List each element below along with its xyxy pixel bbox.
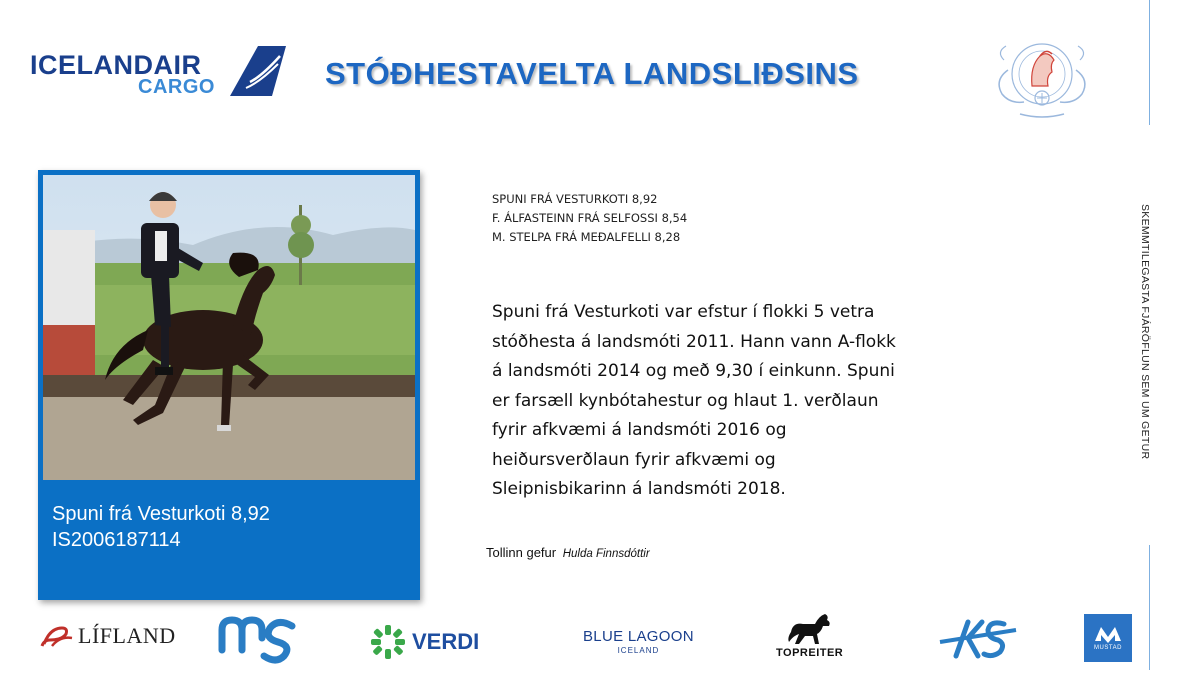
icelandair-cargo-logo <box>30 46 290 102</box>
sponsor-topreiter <box>776 612 843 659</box>
sponsor-blue-lagoon <box>583 628 694 655</box>
topreiter-horse-icon <box>785 612 835 646</box>
blue-lagoon-text: BLUE LAGOON <box>583 628 694 645</box>
sponsor-ks-logo <box>938 616 1018 662</box>
description-line: heiðursverðlaun fyrir afkvæmi og <box>492 449 776 470</box>
blue-lagoon-subtext: ICELAND <box>617 646 660 655</box>
horse-description <box>492 298 932 505</box>
sponsor-verdi <box>370 624 479 660</box>
description-line: Spuni frá Vesturkoti var efstur í flokki 5 vetra <box>492 302 875 322</box>
side-tagline: SKEMMTILEGASTA FJÁRÖFLUN SEM UM GETUR <box>1139 204 1151 460</box>
logo-sub-text: CARGO <box>138 76 215 98</box>
ms-monogram-icon <box>218 616 298 664</box>
horse-name-score: Spuni frá Vesturkoti 8,92 <box>52 503 270 525</box>
landssamband-seal-icon <box>990 30 1100 122</box>
sponsor-lifland <box>40 622 176 650</box>
vertical-rule-top <box>1149 0 1150 125</box>
donor-line <box>486 545 650 560</box>
description-line: stóðhesta á landsmóti 2011. Hann vann A-flokk <box>492 331 896 352</box>
lifland-text: LÍFLAND <box>78 623 176 648</box>
pedigree-sire: F. ÁLFASTEINN FRÁ SELFOSSI 8,54 <box>492 211 688 225</box>
mustad-text: MUSTAD <box>1094 645 1122 651</box>
pedigree-block <box>492 190 687 247</box>
verdi-star-icon <box>370 624 406 660</box>
description-line: á landsmóti 2014 og með 9,30 í einkunn. Spuni <box>492 361 895 381</box>
vertical-rule-bottom <box>1149 545 1150 670</box>
horse-caption <box>52 501 270 553</box>
horse-card <box>38 170 420 600</box>
description-line: er farsæll kynbótahestur og hlaut 1. verðlaun <box>492 390 879 411</box>
logo-main-text: ICELANDAIR <box>30 50 202 80</box>
verdi-text: VERDI <box>412 629 480 654</box>
pedigree-horse: SPUNI FRÁ VESTURKOTI 8,92 <box>492 192 658 206</box>
description-line: Sleipnisbikarinn á landsmóti 2018. <box>492 479 786 499</box>
sponsor-ms-logo <box>218 616 298 664</box>
description-line: fyrir afkvæmi á landsmóti 2016 og <box>492 420 787 440</box>
donor-label: Tollinn gefur <box>486 545 557 560</box>
donor-name: Hulda Finnsdóttir <box>562 548 650 560</box>
horse-registration-id: IS2006187114 <box>52 529 181 551</box>
page-title: STÓÐHESTAVELTA LANDSLIÐSINS <box>325 56 859 91</box>
lifland-flourish-icon <box>40 622 74 650</box>
pedigree-dam: M. STELPA FRÁ MEÐALFELLI 8,28 <box>492 230 681 244</box>
sponsor-mustad <box>1084 614 1132 662</box>
icelandair-tail-icon <box>228 46 288 98</box>
ks-swoosh-icon <box>938 616 1018 662</box>
horse-photo <box>43 175 415 480</box>
topreiter-text: TOPREITER <box>776 647 844 659</box>
mustad-crown-icon <box>1093 625 1123 643</box>
